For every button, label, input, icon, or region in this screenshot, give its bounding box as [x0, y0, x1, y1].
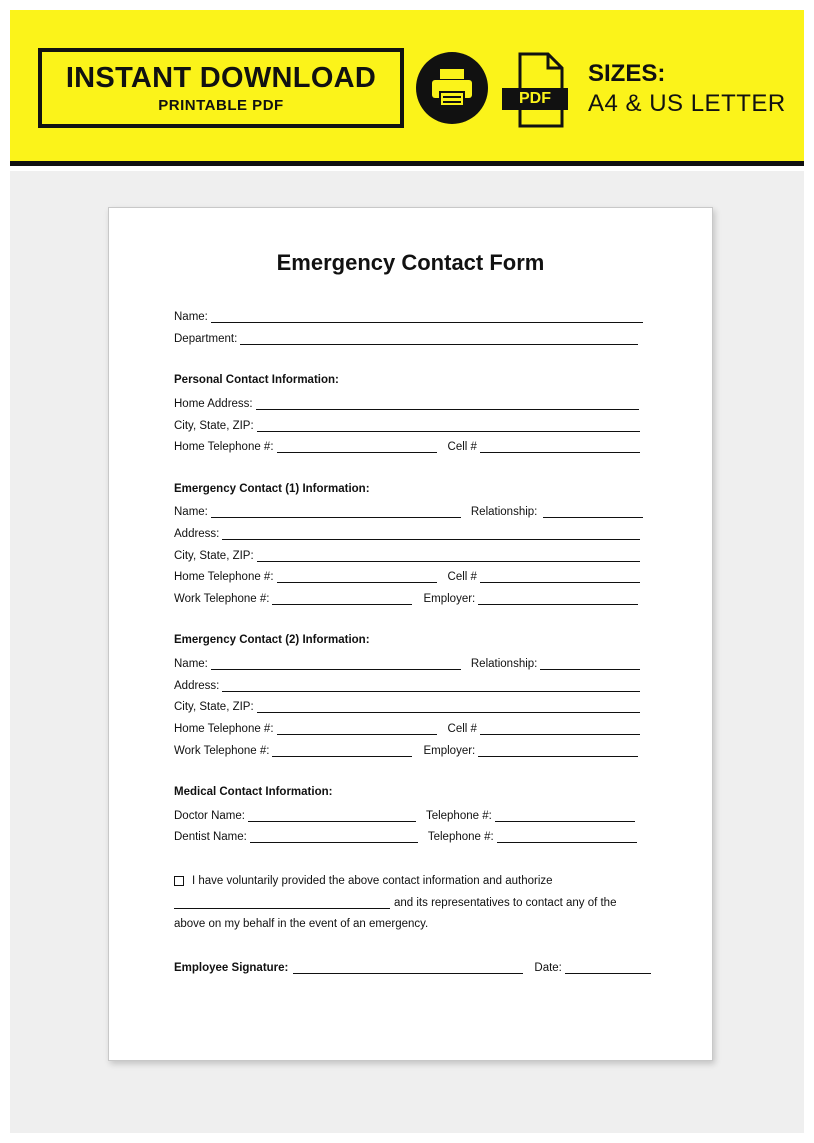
ec2-phone-row	[174, 719, 640, 735]
signature-label: Employee Signature:	[174, 962, 289, 974]
ec1-name-row	[174, 502, 643, 518]
dentist-row	[174, 827, 637, 843]
personal-phone-row	[174, 437, 640, 453]
ec2-work-phone-label: Work Telephone #:	[174, 745, 270, 757]
consent-line-3	[174, 914, 428, 930]
personal-city-field[interactable]	[257, 420, 640, 432]
pdf-label: PDF	[519, 90, 551, 107]
home-address-row	[174, 394, 639, 410]
ec1-employer-label: Employer:	[423, 593, 476, 605]
ec2-cell-label: Cell #	[447, 723, 477, 735]
consent-checkbox[interactable]	[174, 876, 184, 886]
medical-heading: Medical Contact Information:	[174, 786, 333, 798]
doctor-field[interactable]	[248, 810, 416, 822]
ec1-city-label: City, State, ZIP:	[174, 550, 254, 562]
ec1-cell-label: Cell #	[447, 571, 477, 583]
sizes-label: SIZES:	[588, 60, 666, 87]
ec1-relationship-label: Relationship:	[470, 506, 538, 518]
date-label: Date:	[534, 962, 562, 974]
ec1-address-label: Address:	[174, 528, 220, 540]
consent-text-2: and its representatives to contact any of the	[394, 897, 617, 909]
sizes-value: A4 & US LETTER	[588, 90, 786, 117]
consent-line-2	[174, 893, 616, 909]
ec1-name-label: Name:	[174, 506, 208, 518]
name-row	[174, 307, 643, 323]
ec2-name-field[interactable]	[211, 658, 461, 670]
ec2-relationship-label: Relationship:	[470, 658, 538, 670]
ec2-relationship-field[interactable]	[540, 658, 640, 670]
dentist-label: Dentist Name:	[174, 831, 247, 843]
doctor-telephone-field[interactable]	[495, 810, 635, 822]
ec1-home-phone-field[interactable]	[277, 571, 437, 583]
ec2-cell-field[interactable]	[480, 723, 640, 735]
ec1-work-phone-field[interactable]	[272, 593, 412, 605]
doctor-label: Doctor Name:	[174, 810, 245, 822]
personal-home-phone-label: Home Telephone #:	[174, 441, 274, 453]
ec1-city-field[interactable]	[257, 550, 640, 562]
personal-home-phone-field[interactable]	[277, 441, 437, 453]
pdf-file-icon	[500, 52, 570, 128]
printer-icon	[416, 52, 488, 124]
ec1-heading: Emergency Contact (1) Information:	[174, 483, 370, 495]
ec1-relationship-field[interactable]	[543, 506, 643, 518]
organization-field[interactable]	[174, 897, 390, 909]
name-label: Name:	[174, 311, 208, 323]
promo-banner	[10, 10, 804, 166]
home-address-label: Home Address:	[174, 398, 253, 410]
department-row	[174, 329, 638, 345]
ec1-employer-field[interactable]	[478, 593, 638, 605]
personal-city-label: City, State, ZIP:	[174, 420, 254, 432]
ec2-work-phone-field[interactable]	[272, 745, 412, 757]
ec1-cell-field[interactable]	[480, 571, 640, 583]
dentist-telephone-label: Telephone #:	[427, 831, 494, 843]
personal-cell-field[interactable]	[480, 441, 640, 453]
instant-download-box	[38, 48, 404, 128]
signature-field[interactable]	[293, 962, 523, 974]
ec2-name-label: Name:	[174, 658, 208, 670]
ec1-home-phone-label: Home Telephone #:	[174, 571, 274, 583]
ec1-city-row	[174, 546, 640, 562]
ec1-phone-row	[174, 567, 640, 583]
consent-text-3: above on my behalf in the event of an emergency.	[174, 918, 429, 930]
form-title: Emergency Contact Form	[276, 250, 545, 275]
consent-text-1: I have voluntarily provided the above contact information and authorize	[192, 875, 553, 887]
personal-heading: Personal Contact Information:	[174, 374, 339, 386]
ec1-name-field[interactable]	[211, 506, 461, 518]
date-field[interactable]	[565, 962, 651, 974]
ec2-name-row	[174, 654, 640, 670]
doctor-telephone-label: Telephone #:	[425, 810, 492, 822]
ec2-heading: Emergency Contact (2) Information:	[174, 634, 370, 646]
ec1-address-row	[174, 524, 640, 540]
dentist-telephone-field[interactable]	[497, 831, 637, 843]
download-title: INSTANT DOWNLOAD	[65, 62, 377, 94]
ec2-city-field[interactable]	[257, 701, 640, 713]
ec2-address-row	[174, 676, 640, 692]
ec2-work-row	[174, 741, 638, 757]
download-subtitle: PRINTABLE PDF	[158, 97, 284, 114]
ec2-city-row	[174, 697, 640, 713]
form-page	[108, 207, 713, 1061]
ec1-work-phone-label: Work Telephone #:	[174, 593, 270, 605]
ec2-home-phone-field[interactable]	[277, 723, 437, 735]
ec2-city-label: City, State, ZIP:	[174, 701, 254, 713]
consent-line-1	[174, 871, 553, 887]
ec1-address-field[interactable]	[222, 528, 640, 540]
department-label: Department:	[174, 333, 238, 345]
ec1-work-row	[174, 589, 638, 605]
ec2-home-phone-label: Home Telephone #:	[174, 723, 274, 735]
signature-row	[174, 958, 651, 974]
dentist-field[interactable]	[250, 831, 418, 843]
sizes-info	[588, 60, 786, 118]
ec2-address-label: Address:	[174, 680, 220, 692]
personal-cell-label: Cell #	[447, 441, 477, 453]
personal-city-row	[174, 416, 640, 432]
name-field[interactable]	[211, 311, 643, 323]
ec2-address-field[interactable]	[222, 680, 640, 692]
home-address-field[interactable]	[256, 398, 639, 410]
ec2-employer-label: Employer:	[423, 745, 476, 757]
ec2-employer-field[interactable]	[478, 745, 638, 757]
department-field[interactable]	[240, 333, 638, 345]
doctor-row	[174, 806, 635, 822]
